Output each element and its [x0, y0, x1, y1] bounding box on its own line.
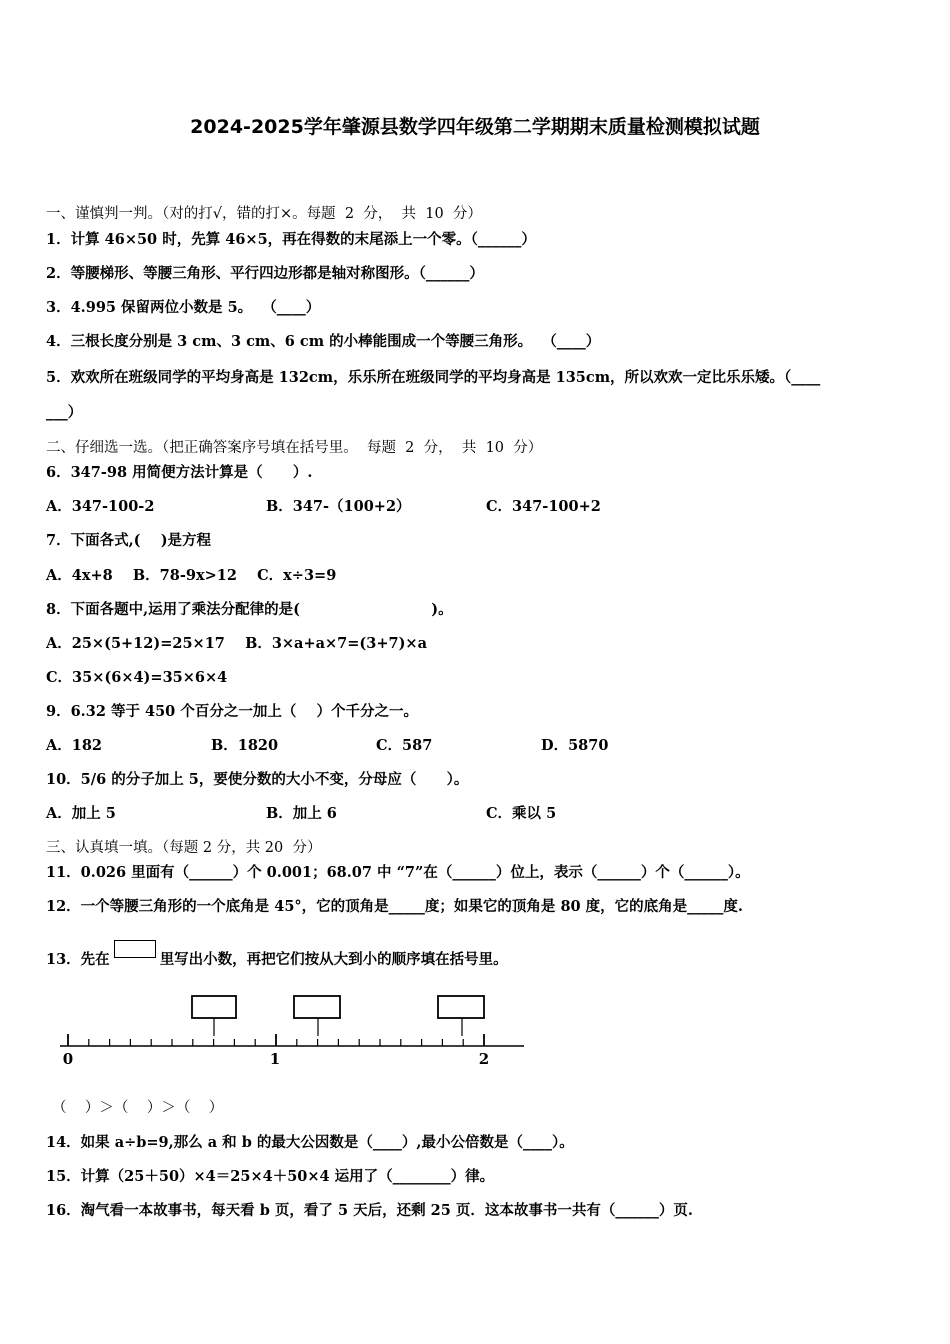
number-line-ticks [68, 1034, 484, 1046]
question-3: 3．4.995 保留两位小数是 5。 （____） [46, 299, 321, 316]
question-13-suffix: 里写出小数，再把它们按从大到小的顺序填在括号里。 [159, 951, 508, 968]
question-8-options-ab: A．25×(5+12)=25×17 B．3×a+a×7=(3+7)×a [46, 635, 427, 652]
section-1-header: 一、谨慎判一判。（对的打√，错的打×。每题 2 分， 共 10 分） [46, 206, 482, 222]
question-6-option-a: A．347-100-2 [46, 498, 155, 515]
section-2-header: 二、仔细选一选。（把正确答案序号填在括号里。 每题 2 分， 共 10 分） [46, 440, 543, 456]
question-13 [46, 940, 508, 969]
question-4: 4．三根长度分别是 3 cm、3 cm、6 cm 的小棒能围成一个等腰三角形。 （____） [46, 333, 601, 350]
question-16: 16．淘气看一本故事书，每天看 b 页，看了 5 天后，还剩 25 页．这本故事书一共有（______）页. [46, 1202, 693, 1219]
question-14: 14．如果 a÷b=9,那么 a 和 b 的最大公因数是（____）,最小公倍数是（____）。 [46, 1134, 574, 1151]
answer-box-sample [114, 940, 156, 958]
question-11: 11．0.026 里面有（______）个 0.001；68.07 中 “7”在（______）位上，表示（______）个（______）。 [46, 864, 750, 881]
question-15: 15．计算（25＋50）×4＝25×4＋50×4 运用了（________）律。 [46, 1168, 495, 1185]
answer-box-1[interactable] [192, 996, 236, 1018]
number-line-label-1: 1 [269, 1050, 281, 1068]
question-10-option-c: C．乘以 5 [486, 805, 557, 822]
question-2: 2．等腰梯形、等腰三角形、平行四边形都是轴对称图形。（______） [46, 265, 484, 282]
question-10: 10．5/6 的分子加上 5，要使分数的大小不变，分母应（ ）。 [46, 771, 469, 788]
answer-box-2[interactable] [294, 996, 340, 1018]
question-9: 9．6.32 等于 450 个百分之一加上（ ）个千分之一。 [46, 703, 419, 720]
question-9-option-a: A．182 [46, 737, 103, 754]
number-line-label-0: 0 [62, 1050, 74, 1068]
question-5-continued: ___） [46, 404, 83, 421]
question-6-option-c: C．347-100+2 [486, 498, 601, 515]
answer-box-3[interactable] [438, 996, 484, 1018]
question-7-options: A．4x+8 B．78-9x>12 C．x÷3=9 [46, 567, 337, 584]
question-9-option-b: B．1820 [211, 737, 279, 754]
question-1: 1．计算 46×50 时，先算 46×5，再在得数的末尾添上一个零。（______） [46, 231, 536, 248]
question-8-option-c: C．35×(6×4)=35×6×4 [46, 669, 228, 686]
question-9-option-d: D．5870 [541, 737, 609, 754]
page-title: 2024-2025学年肇源县数学四年级第二学期期末质量检测模拟试题 [190, 116, 760, 138]
question-10-option-a: A．加上 5 [46, 805, 116, 822]
section-3-header: 三、认真填一填。（每题 2 分，共 20 分） [46, 840, 322, 856]
question-6-option-b: B．347-（100+2） [266, 498, 411, 515]
question-10-option-b: B．加上 6 [266, 805, 337, 822]
question-13-answer-order: （ ）＞（ ）＞（ ） [52, 1100, 224, 1116]
question-7: 7．下面各式,( )是方程 [46, 532, 212, 549]
number-line-figure [58, 990, 528, 1070]
question-8: 8．下面各题中,运用了乘法分配律的是( )。 [46, 601, 453, 618]
question-5: 5．欢欢所在班级同学的平均身高是 132cm，乐乐所在班级同学的平均身高是 135cm，所以欢欢一定比乐乐矮。（____ [46, 369, 821, 386]
question-13-prefix: 13．先在 [46, 951, 110, 968]
question-12: 12．一个等腰三角形的一个底角是 45°，它的顶角是_____度；如果它的顶角是 80 度，它的底角是_____度. [46, 898, 743, 915]
number-line-label-2: 2 [478, 1050, 490, 1068]
question-6: 6．347-98 用简便方法计算是（ ）. [46, 464, 313, 481]
question-9-option-c: C．587 [376, 737, 433, 754]
